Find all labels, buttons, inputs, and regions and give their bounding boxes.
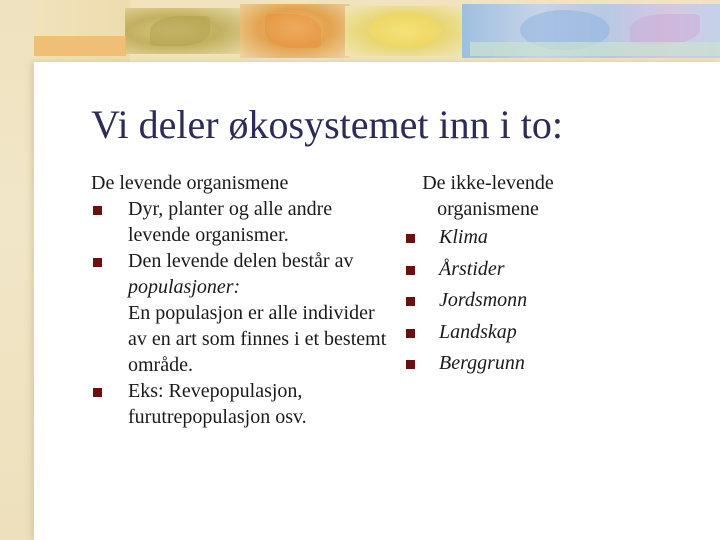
banner-leaf-shape: [630, 14, 700, 44]
list-item: [404, 254, 624, 286]
banner-accent-bar: [470, 42, 720, 56]
square-bullet-icon: [93, 258, 102, 267]
list-item: [404, 348, 624, 380]
left-border-strip: [0, 0, 34, 540]
left-column: [91, 170, 391, 430]
left-column-heading: De levende organismene: [91, 172, 289, 194]
list-item-text: Dyr, planter og alle andre levende organismer.: [128, 198, 333, 246]
list-item: [404, 317, 624, 349]
square-bullet-icon: [406, 360, 415, 369]
left-bullet-list: [91, 196, 391, 430]
list-item: [404, 285, 624, 317]
decorative-banner: [0, 0, 720, 62]
list-item-text: Jordsmonn: [439, 289, 528, 311]
list-item-text: Den levende delen består av: [128, 250, 354, 272]
banner-leaf-shape: [265, 14, 321, 48]
square-bullet-icon: [93, 206, 102, 215]
square-bullet-icon: [406, 329, 415, 338]
square-bullet-icon: [406, 234, 415, 243]
list-item-text: Årstider: [439, 257, 505, 280]
slide-title: Vi deler økosystemet inn i to:: [91, 102, 563, 147]
list-item: [91, 378, 391, 430]
list-item-continuation: En populasjon er alle individer av en art som finnes i et bestemt område.: [128, 302, 387, 376]
right-column-heading: De ikke-levende organismene: [422, 172, 554, 220]
square-bullet-icon: [406, 266, 415, 275]
list-item-italic-term: populasjoner:: [128, 276, 241, 298]
banner-leaf-shape: [150, 16, 210, 46]
list-item-text: Eks: Revepopulasjon, furutrepopulasjon osv.: [128, 380, 307, 428]
list-item-text: Landskap: [439, 320, 517, 343]
list-item: [91, 248, 391, 378]
list-item: [404, 222, 624, 254]
square-bullet-icon: [406, 297, 415, 306]
right-bullet-list: [404, 222, 624, 380]
banner-leaf-shape: [370, 12, 440, 48]
square-bullet-icon: [93, 388, 102, 397]
banner-accent-bar: [22, 36, 126, 56]
right-column: [404, 170, 624, 380]
list-item: [91, 196, 391, 248]
list-item-text: Klima: [439, 226, 488, 248]
list-item-text: Berggrunn: [439, 352, 525, 374]
